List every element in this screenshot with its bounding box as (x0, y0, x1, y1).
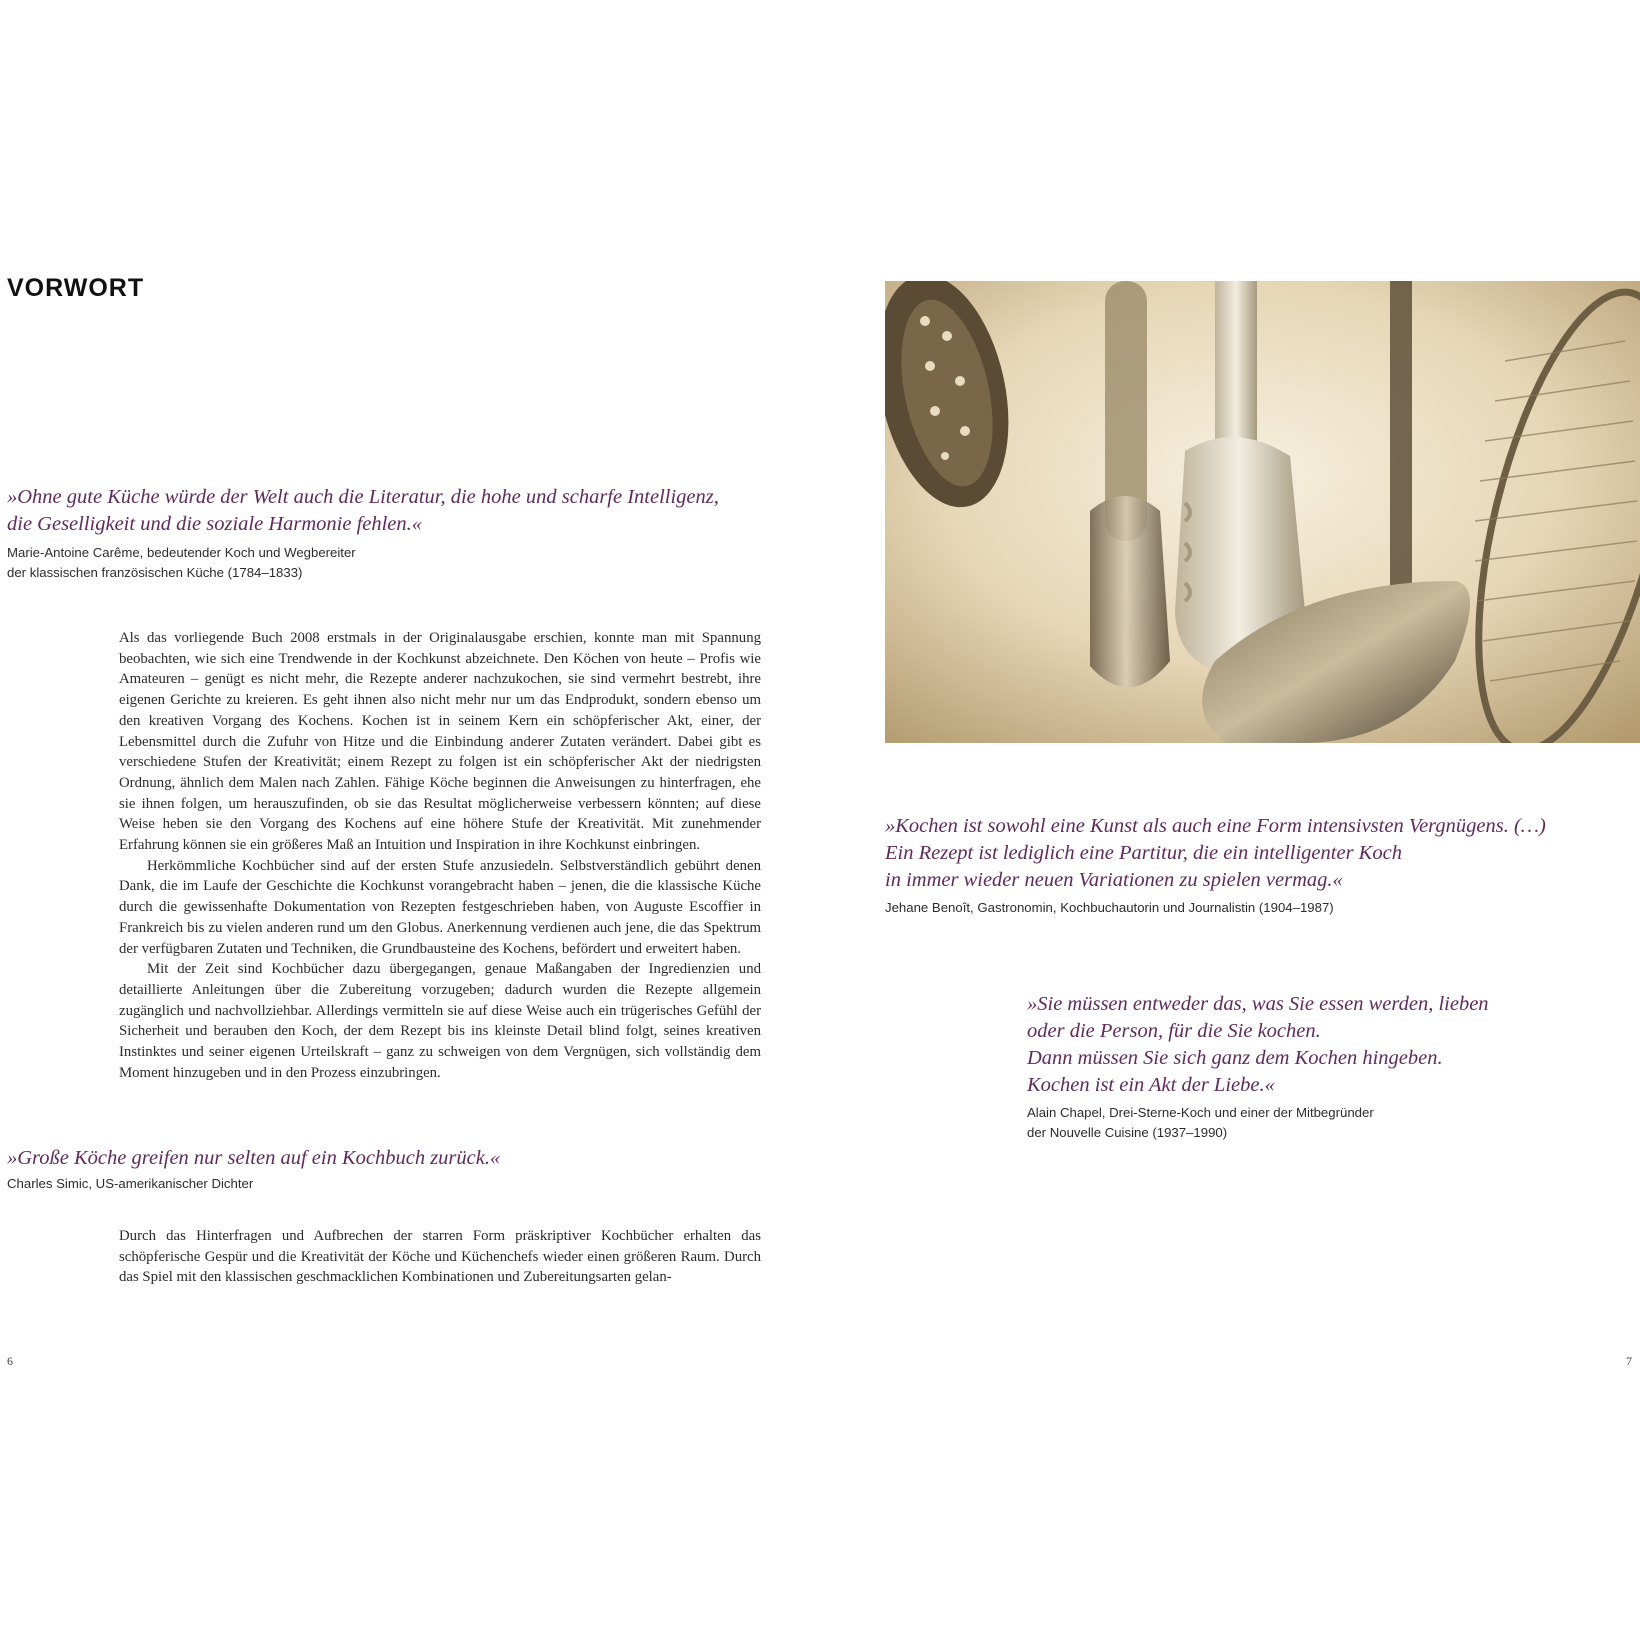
quote-attribution: Charles Simic, US-amerikanischer Dichter (7, 1176, 254, 1191)
quote-text: »Ohne gute Küche würde der Welt auch die Literatur, die hohe und scharfe Intelligenz, die Geselligkeit und die soziale Harmonie fehlen.« (7, 486, 719, 535)
quote-text: »Große Köche greifen nur selten auf ein Kochbuch zurück.« (7, 1147, 501, 1169)
quote-attribution: Marie-Antoine Carême, bedeutender Koch und Wegbereiter der klassischen französischen Küche (1784–1833) (7, 545, 356, 580)
body-text-main (119, 628, 761, 1083)
quote-text: »Kochen ist sowohl eine Kunst als auch eine Form intensivsten Vergnügens. (…) Ein Rezept ist lediglich eine Partitur, die ein intelligenter Koch in immer wieder neuen Variationen zu spielen vermag.« (885, 815, 1546, 891)
chapter-heading: VORWORT (7, 274, 145, 302)
quote-chapel (1027, 991, 1489, 1143)
body-paragraph: Herkömmliche Kochbücher sind auf der ersten Stufe anzusiedeln. Selbstverständlich gebührt denen Dank, die im Laufe der Geschichte die Kochkunst vorangebracht haben – jenen, die die klassische Küche durch die gewissenhafte Dokumentation von Rezepten festgeschrieben haben, von Auguste Escoffier in Frankreich bis zu vielen anderen rund um den Globus. Anerkennung verdienen auch jene, die das Spektrum der verfügbaren Zutaten und Techniken, die Grundbausteine des Kochens, befördert und erweitert haben. (119, 857, 761, 957)
quote-text: »Sie müssen entweder das, was Sie essen werden, lieben oder die Person, für die Sie kochen. Dann müssen Sie sich ganz dem Kochen hingeben. Kochen ist ein Akt der Liebe.« (1027, 993, 1489, 1096)
quote-careme (7, 484, 719, 583)
body-text-continued (119, 1226, 761, 1288)
body-paragraph: Als das vorliegende Buch 2008 erstmals in der Originalausgabe erschien, konnte man mit Spannung beobachten, wie sich eine Trendwende in der Kochkunst abzeichnete. Den Köchen von heute – Profis wie Amateuren – genügt es nicht mehr, die Rezepte anderer nachzukochen, sie sind vermehrt bestrebt, ihre eigenen Gerichte zu kreieren. Es geht ihnen also nicht mehr nur um das Endprodukt, sondern ebenso um den kreativen Vorgang des Kochens. Kochen ist in seinem Kern ein schöpferischer Akt, einer, der Lebensmittel durch die Zufuhr von Hitze und die Einbindung anderer Zutaten verändert. Dabei gibt es verschiedene Stufen der Kreativität; einem Rezept zu folgen ist ein schöpferischer Akt der niedrigsten Ordnung, ähnlich dem Malen nach Zahlen. Fähige Köche beginnen die Anweisungen zu hinterfragen, ehe sie ihnen folgen, um herauszufinden, ob sie das Resultat möglicherweise verbessern könnten; auf diese Weise heben sie den Vorgang des Kochens auf eine höhere Stufe der Kreativität. Mit zunehmender Erfahrung können sie ein größeres Maß an Intuition und Inspiration in ihre Kochkunst einbringen. (119, 630, 761, 854)
kitchen-utensils-photo (885, 281, 1640, 743)
quote-attribution: Alain Chapel, Drei-Sterne-Koch und einer der Mitbegründer der Nouvelle Cuisine (1937–1990) (1027, 1105, 1374, 1140)
page-number-right: 7 (1626, 1354, 1632, 1368)
quote-simic (7, 1145, 500, 1194)
quote-benoit (885, 813, 1546, 918)
body-paragraph: Durch das Hinterfragen und Aufbrechen der starren Form präskriptiver Kochbücher erhalten das schöpferische Gespür und die Kreativität der Köche und Küchenchefs wieder einen größeren Raum. Durch das Spiel mit den klassischen geschmacklichen Kombinationen und Zubereitungsarten gelan- (119, 1228, 761, 1286)
page-number-left: 6 (7, 1354, 13, 1368)
body-paragraph: Mit der Zeit sind Kochbücher dazu übergegangen, genaue Maßangaben der Ingredienzien und detaillierte Anleitungen über die Zubereitung vorzugeben; dadurch wurden die Rezepte allgemein zugänglich und nachvollziehbar. Allerdings vermitteln sie auf diese Weise auch ein trügerisches Gefühl der Sicherheit und berauben den Koch, der dem Rezept bis ins kleinste Detail blind folgt, seines kreativen Instinktes und seiner eigenen Urteilskraft – ganz zu schweigen von dem Vergnügen, sich vollständig dem Moment hinzugeben und in den Prozess einzubringen. (119, 961, 761, 1081)
quote-attribution: Jehane Benoît, Gastronomin, Kochbuchautorin und Journalistin (1904–1987) (885, 900, 1334, 915)
